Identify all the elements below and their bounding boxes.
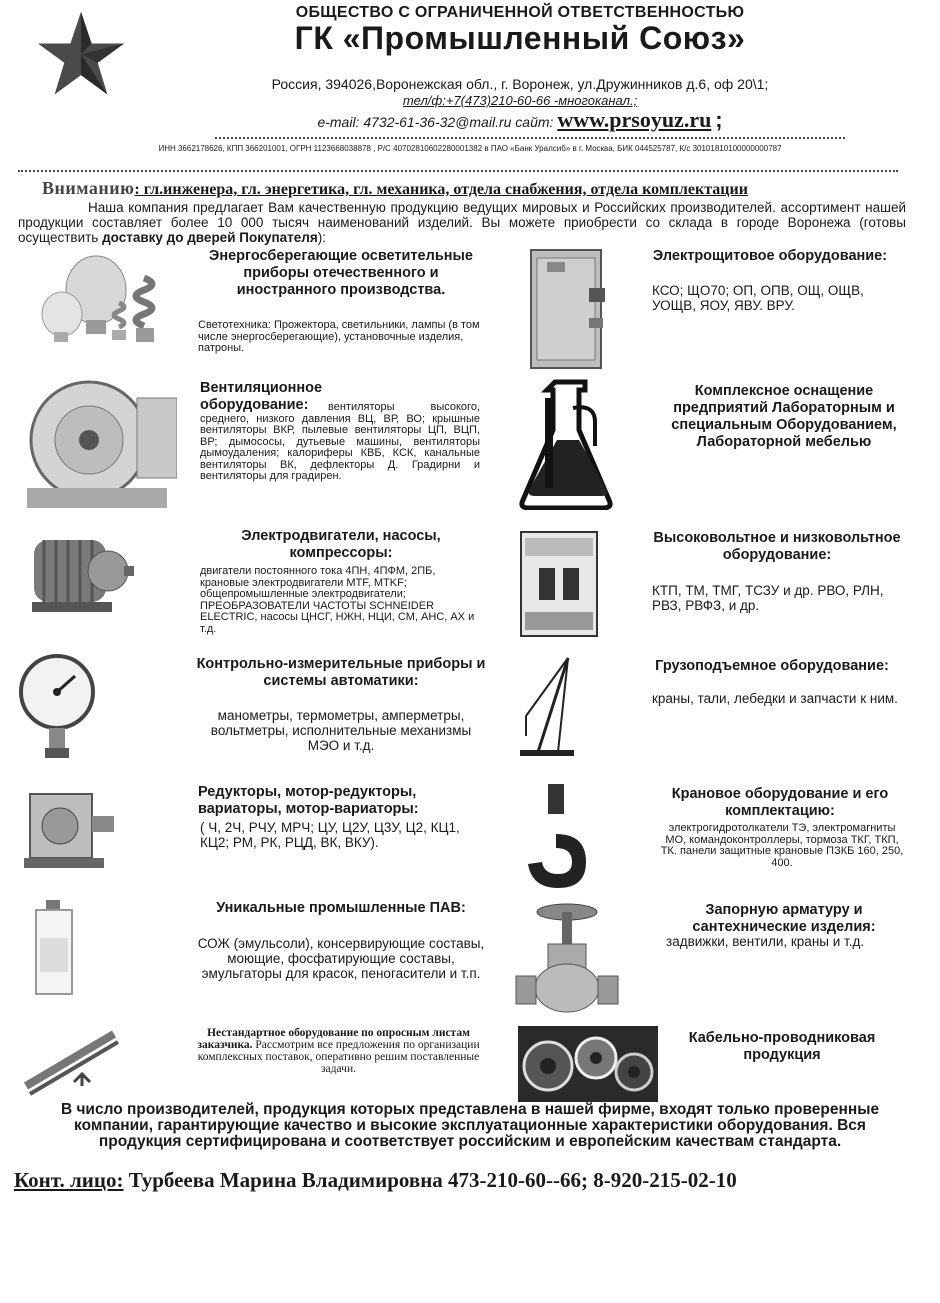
voltage-text: КТП, ТМ, ТМГ, ТСЗУ и др. РВО, РЛН, РВЗ, РВФЗ, и др. [652, 583, 884, 613]
surfactants-text: СОЖ (эмульсоли), консервирующие составы, моющие, фосфатирующие составы, эмульгаторы для красок, пеногасители и т.п. [197, 936, 485, 981]
custom-block [196, 1027, 481, 1075]
valves-text: задвижки, вентили, краны и т.д. [666, 934, 865, 949]
cable-title: Кабельно-проводниковая продукция [688, 1030, 876, 1063]
switchgear-cabinet-image [527, 248, 611, 370]
lifting-text: краны, тали, лебедки и запчасти к ним. [652, 691, 898, 706]
contact-person [14, 1168, 914, 1193]
intro-end: ): [317, 230, 326, 245]
crane-title: Крановое оборудование и его комплектацию: [671, 786, 889, 819]
lamps-image [24, 248, 184, 353]
switchgear-text: КСО; ЩО70; ОП, ОПВ, ОЩ, ОЩВ, УОЩВ, ЯОУ, ЯВУ. ВРУ. [652, 283, 864, 313]
email-label: e-mail: 4732-61-36-32@mail.ru [317, 114, 512, 130]
steel-profile-image [20, 1024, 120, 1096]
lamps-text: Светотехника: Прожектора, светильники, лампы (в том числе энергосберегающие), установочные изделия, патроны. [198, 319, 480, 354]
valves-title: Запорную арматуру и сантехнические изделия: [692, 902, 876, 935]
site-suffix: ; [715, 107, 723, 132]
phone: тел/ф:+7(473)210-60-66 -многоканал.; [402, 93, 638, 108]
attention-lead: Вниманию [42, 178, 135, 198]
divider [18, 170, 898, 172]
manufacturers-statement: В число производителей, продукция которых представлена в нашей фирме, входят только проверенные компании, гарантирующие качество и высокие эксплуатационные характеристики оборудования. Вся продукция сертифицирована и соответствует российским и европейским качествам стандарта. [60, 1101, 880, 1150]
lab-title: Комплексное оснащение предприятий Лабораторным и специальным Оборудованием, Лабораторной мебелью [671, 383, 897, 450]
lifting-title: Грузоподъемное оборудование: [655, 658, 889, 674]
intro-delivery: доставку до дверей Покупателя [102, 230, 318, 245]
intro-paragraph [18, 200, 906, 245]
electric-motor-image [24, 526, 134, 622]
reducers-text: ( Ч, 2Ч, РЧУ, МРЧ; ЦУ, Ц2У, Ц3У, Ц2, КЦ1, КЦ2; РМ, РК, РЦД, ВК, ВКУ). [200, 820, 460, 850]
pressure-gauge-icon [17, 652, 97, 764]
reducers-title: Редукторы, мотор-редукторы, вариаторы, мотор-вариаторы: [198, 784, 419, 817]
attention-line [42, 178, 922, 199]
motors-title: Электродвигатели, насосы, компрессоры: [241, 528, 441, 561]
crane-text: электрогидротолкатели ТЭ, электромагниты МО, командоконтроллеры, тормоза ТКГ, ТКП, ТК. панели защитные крановые ПЗКБ 160, 250, 400. [660, 822, 904, 869]
org-form: ОБЩЕСТВО С ОГРАНИЧЕННОЙ ОТВЕТСТВЕННОСТЬЮ [295, 4, 745, 21]
site-link[interactable]: www.prsoyuz.ru [557, 107, 712, 132]
instruments-title: Контрольно-измерительные приборы и системы автоматики: [196, 656, 486, 689]
chemical-bottle-image [30, 898, 78, 996]
ventilation-title: Вентиляционное оборудование: [200, 380, 323, 413]
address: Россия, 394026,Воронежская обл., г. Воронеж, ул.Дружинников д.6, оф 20\1; [271, 76, 769, 92]
motors-text: двигатели постоянного тока 4ПН, 4ПФМ, 2ПБ, крановые электродвигатели MTF, MTKF; общепромышленные электродвигатели; ПРЕОБРАЗОВАТЕЛИ ЧАСТОТЫ SCHNEIDER ELECTRIC, насосы ЦНСГ, НЖН, НЦИ, СМ, АНС, АХ и т.д. [200, 565, 475, 635]
contact-line [150, 107, 890, 133]
crane-hook-icon [518, 782, 598, 890]
divider [215, 137, 845, 139]
ventilation-text: вентиляторы высокого, среднего, низкого давления ВЦ, ВР, ВО; крышные вентиляторы ВКР, пылевые вентиляторы ЦП, ВЦП, ВР; дымососы, дутьевые машины, вентиляторы дымоудаления; калориферы КВБ, КСК, канальные вентиляторы ВК, дефлекторы Д. Градирни и вентиляторы для градирен. [200, 401, 480, 482]
circuit-breaker-image [515, 528, 603, 640]
gate-valve-image [512, 900, 622, 1018]
company-name: ГК «Промышленный Союз» [294, 20, 746, 56]
contact-value: Турбеева Марина Владимировна 473-210-60--66; 8-920-215-02-10 [128, 1168, 737, 1192]
instruments-text: манометры, термометры, амперметры, вольтметры, исполнительные механизмы МЭО и т.д. [210, 708, 472, 753]
star-logo-icon [36, 10, 126, 98]
lamps-title: Энергосберегающие осветительные приборы отечественного и иностранного производства. [209, 248, 473, 298]
lab-glassware-image [517, 378, 617, 510]
bank-requisites: ИНН 3662178626, КПП 366201001, ОГРН 1123668038878 , Р/С 40702810602280001382 в ПАО «Банк Уралсиб» в г. Москва, БИК 044525787, К/с 30101810100000000787 [158, 144, 782, 153]
voltage-title: Высоковольтное и низковольтное оборудование: [653, 530, 901, 563]
site-label: сайт: [515, 114, 554, 130]
crane-image [518, 656, 578, 758]
cable-reels-image [518, 1026, 658, 1102]
gear-reducer-image [20, 780, 120, 876]
intro-text: Наша компания предлагает Вам качественную продукцию ведущих мировых и Российских производителей. ассортимент нашей продукции составляет более 10 000 тысяч наименований изделий. Вы можете приобрести со склада в городе Воронежа (готовы осуществить [18, 200, 906, 245]
custom-title: Нестандартное оборудование по опросным листам заказчика. [197, 1027, 470, 1051]
custom-text: Рассмотрим все предложения по организации комплексных поставок, оперативно решим поставленные задачи. [197, 1039, 480, 1075]
contact-label: Конт. лицо: [14, 1168, 124, 1192]
switchgear-title: Электрощитовое оборудование: [652, 248, 888, 264]
attention-audience: : гл.инженера, гл. энергетика, гл. механика, отдела снабжения, отдела комплектации [134, 181, 748, 198]
surfactants-title: Уникальные промышленные ПАВ: [216, 900, 466, 916]
fan-image [17, 378, 177, 510]
